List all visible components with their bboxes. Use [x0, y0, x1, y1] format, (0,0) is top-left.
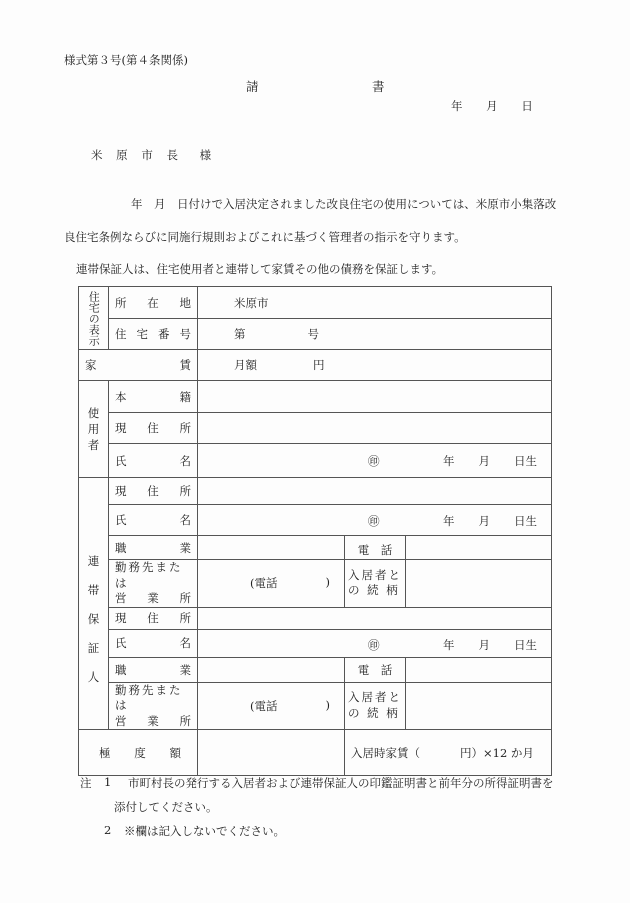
- user-dob: [443, 453, 537, 469]
- label-char: 氏: [115, 453, 127, 468]
- date-year: 年: [451, 99, 463, 113]
- guarantor2-relation-label: [345, 682, 406, 730]
- workplace-phone-label: (電話: [250, 576, 278, 591]
- relation-line2: の 続 柄: [348, 583, 400, 598]
- paragraph-1-line-1: 年 月 日付けで入居決定されました改良住宅の使用については、米原市小集落改: [131, 197, 557, 211]
- label-char: 現: [115, 484, 127, 498]
- row-guarantor2-occupation: [79, 657, 552, 682]
- guarantor1-phone-field[interactable]: [406, 536, 552, 560]
- workplace-phone-label: (電話: [250, 698, 278, 713]
- row-location: [79, 287, 552, 319]
- relation-line1: 入居者と: [348, 567, 402, 582]
- user-address-label: [109, 413, 198, 444]
- label-char: 業: [179, 540, 191, 555]
- label-char: 営: [115, 713, 127, 728]
- guarantor2-relation-field[interactable]: [406, 682, 552, 730]
- label-char: 賃: [179, 358, 191, 372]
- row-guarantor1-address: [79, 478, 552, 505]
- dob-day: 日生: [514, 637, 538, 652]
- note-1-line-2: 添付してください。: [114, 800, 218, 814]
- workplace-label-line1: 勤務先または: [115, 682, 183, 713]
- guarantor1-occupation-label: [109, 536, 198, 560]
- user-name-label: [109, 444, 198, 478]
- label-char: 職: [115, 662, 127, 677]
- guarantor1-address-label: [109, 478, 198, 505]
- label-char: 業: [147, 591, 159, 606]
- addressee: [91, 147, 211, 163]
- dob-day: 日生: [514, 454, 538, 468]
- relation-line2: の 続 柄: [348, 705, 400, 720]
- title-char-2: 書: [372, 79, 385, 94]
- guarantor2-workplace-label: [109, 682, 198, 730]
- dob-month: 月: [478, 514, 491, 528]
- label-char: 人: [87, 669, 100, 684]
- note-2-line-1: ※欄は記入しないでください。: [124, 824, 285, 838]
- label-char: 所: [179, 484, 191, 498]
- label-char: 住: [115, 327, 127, 341]
- guarantor1-phone-label: 電 話: [345, 536, 406, 560]
- label-char: 所: [115, 295, 127, 310]
- label-char: 業: [147, 713, 159, 728]
- label-char: 名: [179, 453, 191, 468]
- guarantor2-dob: [443, 637, 537, 653]
- user-group-label: [79, 381, 109, 478]
- guarantor1-name-label: [109, 505, 198, 536]
- guarantor1-workplace-field[interactable]: [198, 560, 345, 608]
- guarantor2-occupation-field[interactable]: [198, 657, 345, 682]
- seal-mark: ㊞: [368, 637, 380, 652]
- row-limit: [79, 730, 552, 776]
- house-number-field[interactable]: [198, 319, 552, 350]
- guarantor1-address-field[interactable]: [198, 478, 552, 505]
- guarantor2-name-field[interactable]: [198, 629, 552, 657]
- guarantor2-address-field[interactable]: [198, 607, 552, 629]
- row-user-address: [79, 413, 552, 444]
- rent-label: [79, 350, 198, 381]
- title-char-1: 請: [246, 79, 259, 94]
- seal-mark: ㊞: [368, 514, 380, 528]
- addressee-char: 長: [166, 148, 178, 162]
- label-char: 地: [179, 295, 191, 310]
- label-char: 連: [87, 553, 100, 568]
- limit-formula: [345, 730, 552, 776]
- dob-year: 年: [443, 454, 455, 468]
- seal-mark: ㊞: [368, 454, 380, 468]
- housing-group-text: 住宅の表示: [87, 290, 101, 346]
- label-char: 在: [147, 295, 159, 310]
- label-char: 所: [179, 611, 191, 626]
- guarantor1-dob: [443, 513, 537, 529]
- guarantor2-name-label: [109, 629, 198, 657]
- limit-formula-suffix: 円）×12 か月: [460, 745, 534, 760]
- label-char: 籍: [179, 389, 191, 404]
- guarantor2-address-label: [109, 607, 198, 629]
- label-char: 度: [134, 745, 146, 760]
- limit-amount-field[interactable]: [198, 730, 345, 776]
- house-number-prefix: 第: [234, 327, 246, 341]
- limit-formula-prefix: 入居時家賃（: [351, 745, 420, 760]
- housing-group-label: [79, 287, 109, 350]
- relation-line1: 入居者と: [348, 690, 402, 705]
- label-char: 保: [87, 611, 100, 626]
- label-char: 者: [87, 438, 100, 452]
- label-char: 営: [115, 591, 127, 606]
- label-char: 用: [87, 422, 100, 436]
- location-value: 米原市: [234, 295, 269, 310]
- paragraph-2: 連帯保証人は、住宅使用者と連帯して家賃その他の債務を保証します。: [76, 262, 444, 276]
- row-guarantor1-name: [79, 505, 552, 536]
- label-char: 名: [179, 636, 191, 651]
- label-char: 本: [115, 389, 127, 404]
- label-char: 所: [179, 421, 191, 435]
- label-char: 宅: [136, 327, 148, 341]
- label-char: 所: [179, 713, 191, 728]
- label-char: 名: [179, 513, 191, 527]
- guarantor1-workplace-label: [109, 560, 198, 608]
- row-rent: [79, 350, 552, 381]
- addressee-char: 米: [91, 148, 103, 162]
- row-user-name: [79, 444, 552, 478]
- rent-yen: 円: [313, 358, 325, 372]
- house-number-label: [109, 319, 198, 350]
- notes-prefix: 注: [80, 776, 92, 790]
- dob-year: 年: [443, 514, 455, 528]
- workplace-phone-close: ): [325, 575, 330, 590]
- limit-label: [79, 730, 198, 776]
- dob-year: 年: [443, 637, 455, 652]
- guarantor1-relation-label: [345, 560, 406, 608]
- row-guarantor1-occupation: [79, 536, 552, 560]
- date-month: 月: [486, 99, 498, 113]
- label-char: 額: [169, 745, 181, 760]
- label-char: 現: [115, 421, 127, 435]
- label-char: 氏: [115, 513, 127, 527]
- label-char: 業: [179, 662, 191, 677]
- addressee-char: 原: [116, 148, 128, 162]
- guarantor-group-label: [79, 478, 109, 730]
- row-guarantor2-workplace: [79, 682, 552, 730]
- lease-form-table: [78, 286, 552, 776]
- label-char: 職: [115, 540, 127, 555]
- rent-field[interactable]: [198, 350, 552, 381]
- workplace-phone-close: ): [325, 697, 330, 712]
- dob-month: 月: [478, 637, 491, 652]
- row-user-domicile: [79, 381, 552, 413]
- row-house-number: [79, 319, 552, 350]
- row-guarantor2-name: [79, 629, 552, 657]
- workplace-label-line1: 勤務先または: [115, 560, 183, 590]
- guarantor2-phone-label: 電 話: [345, 657, 406, 682]
- guarantor2-workplace-field[interactable]: [198, 682, 345, 730]
- guarantor1-relation-field[interactable]: [406, 560, 552, 608]
- dob-day: 日生: [514, 514, 538, 528]
- form-number: 様式第３号(第４条関係): [64, 53, 188, 67]
- location-field[interactable]: [198, 287, 552, 319]
- row-guarantor1-workplace: [79, 560, 552, 608]
- house-number-suffix: 号: [307, 327, 319, 341]
- label-char: 家: [85, 358, 97, 372]
- note-1-line-1: 市町村長の発行する入居者および連帯保証人の印鑑証明書と前年分の所得証明書を: [128, 776, 554, 790]
- location-label: [109, 287, 198, 319]
- label-char: 極: [99, 745, 111, 760]
- guarantor2-occupation-label: [109, 657, 198, 682]
- label-char: 住: [147, 611, 159, 626]
- user-name-field[interactable]: [198, 444, 552, 478]
- note-1-number: 1: [104, 775, 112, 789]
- dob-month: 月: [478, 454, 491, 468]
- user-address-field[interactable]: [198, 413, 552, 444]
- label-char: 住: [147, 484, 159, 498]
- date-day: 日: [521, 99, 533, 113]
- guarantor1-name-field[interactable]: [198, 505, 552, 536]
- label-char: 住: [147, 421, 159, 435]
- date-line: [451, 98, 533, 114]
- label-char: 使: [87, 406, 100, 420]
- note-2-number: 2: [104, 823, 112, 837]
- honorific: 様: [199, 148, 212, 162]
- guarantor1-occupation-field[interactable]: [198, 536, 345, 560]
- label-char: 現: [115, 611, 127, 626]
- label-char: 帯: [87, 582, 100, 597]
- label-char: 番: [158, 327, 170, 341]
- label-char: 号: [179, 327, 191, 341]
- rent-monthly-label: 月額: [234, 358, 257, 372]
- label-char: 証: [87, 640, 100, 655]
- user-domicile-field[interactable]: [198, 381, 552, 413]
- label-char: 所: [179, 591, 191, 606]
- addressee-char: 市: [141, 148, 153, 162]
- guarantor2-phone-field[interactable]: [406, 657, 552, 682]
- row-guarantor2-address: [79, 607, 552, 629]
- label-char: 氏: [115, 636, 127, 651]
- paragraph-1-line-2: 良住宅条例ならびに同施行規則およびこれに基づく管理者の指示を守ります。: [64, 230, 466, 244]
- domicile-label: [109, 381, 198, 413]
